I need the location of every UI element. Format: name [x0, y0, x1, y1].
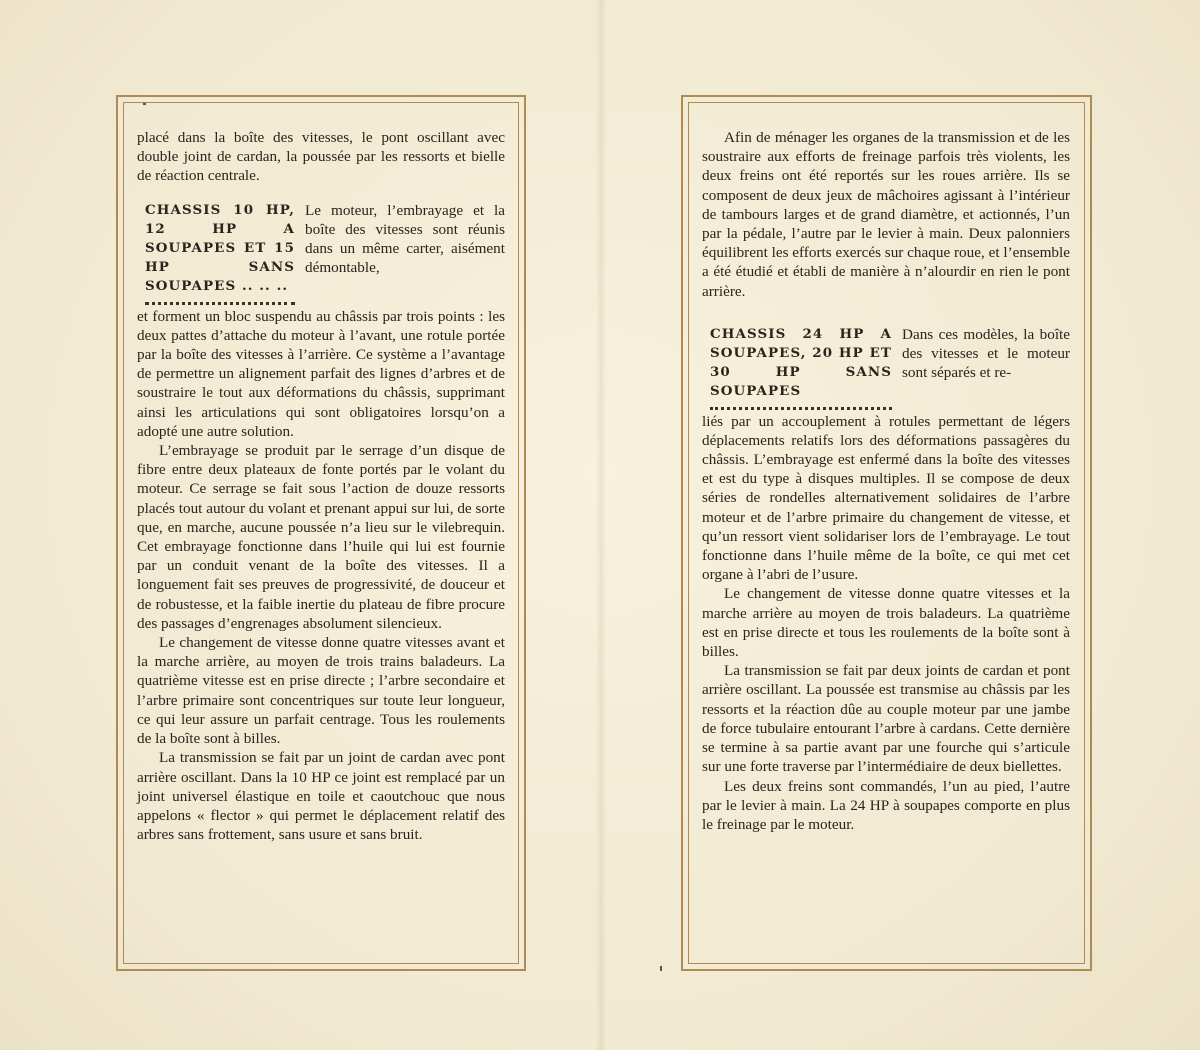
page-gutter — [596, 0, 606, 1050]
section-lead-text: Dans ces modèles, la boîte des vitesses et le moteur sont séparés et re- — [902, 325, 1070, 382]
paragraph: Le changement de vitesse donne quatre vitesses et la marche arrière au moyen de trois baladeurs. La quatrième est en prise directe et tous les roulements de la boîte sont à billes. — [702, 585, 1070, 661]
paragraph: Les deux freins sont commandés, l’un au pied, l’autre par le levier à main. La 24 HP à soupapes comporte en plus le freinage par le moteur. — [702, 777, 1070, 833]
right-page-text — [702, 128, 1070, 834]
paragraph: La transmission se fait par un joint de cardan avec pont arrière oscillant. Dans la 10 HP ce joint est remplacé par un joint universel élastique en toile et caoutchouc que nous appelons « flector » qui permet le déplacement relatif des arbres sans frottement, sans usure et sans bruit. — [137, 749, 505, 844]
paragraph: La transmission se fait par deux joints de cardan et pont arrière oscillant. La poussée est transmise au châssis par les ressorts et la réaction dûe au couple moteur par une jambe de force tubulaire entourant l’arbre à cardans. Cette dernière se termine à sa partie avant par une fourche qui s’articule sur une forte traverse par l’intermédiaire de deux biellettes. — [702, 662, 1070, 776]
section-heading: CHASSIS 10 HP, 12 HP A SOUPAPES ET 15 HP SANS SOUPAPES .. .. .. — [145, 201, 295, 305]
print-mark — [660, 966, 662, 971]
paragraph: L’embrayage se produit par le serrage d’un disque de fibre entre deux plateaux de fonte portés par le volant du moteur. Ce serrage se fait sous l’action de douze ressorts placés tout autour du volant et prenant appui sur lui, de sorte que, en marche, aucune poussée n’a lieu sur le vilebrequin. Cet embrayage fonctionne dans l’huile qui lui est fournie par un conduit venant de la boîte des vitesses. Il a longuement fait ses preuves de progressivité, de douceur et de robustesse, et la faible inertie du plateau de fibre procure des passages d’engrenages absolument silencieux. — [137, 442, 505, 632]
paragraph: liés par un accouplement à rotules permettant de légers déplacements relatifs lors des déformations passagères du châssis. L’embrayage est enfermé dans la boîte des vitesses et est du type à disques multiples. Il se compose de deux séries de rondelles alternativement solidaires de l’arbre moteur et de l’arbre primaire du changement de vitesse, et qu’un ressort vient solidariser lors de l’embrayage. Le tout fonctionne dans l’huile même de la boîte, ce qui met cet organe à l’abri de l’usure. — [702, 412, 1070, 584]
left-page-text — [137, 128, 505, 844]
section-lead-text: Le moteur, l’embrayage et la boîte des vitesses sont réunis dans un même carter, aisément démontable, — [305, 201, 505, 277]
chassis-24hp-section — [702, 325, 1070, 585]
paragraph: Le changement de vitesse donne quatre vitesses avant et la marche arrière, au moyen de trois trains baladeurs. La quatrième vitesse est en prise directe ; l’arbre secondaire et l’arbre primaire sont concentriques sur toute leur longueur, ce qui leur assure un parfait centrage. Tous les roulements de la boîte sont à billes. — [137, 634, 505, 748]
intro-paragraph: placé dans la boîte des vitesses, le pont oscillant avec double joint de cardan, la poussée par les ressorts et bielle de réaction centrale. — [137, 129, 505, 185]
print-mark — [143, 103, 146, 105]
chassis-10hp-section — [137, 201, 505, 441]
section-heading: CHASSIS 24 HP A SOUPAPES, 20 HP ET 30 HP SANS SOUPAPES — [710, 325, 892, 410]
paragraph: Afin de ménager les organes de la transmission et de les soustraire aux efforts de freinage parfois très violents, les deux freins ont été reportés sur les roues arrière. Ils se composent de deux jeux de mâchoires agissant à l’intérieur de tambours larges et de grand diamètre, et actionnés, l’un par la pédale, l’autre par le levier à main. Deux palonniers équilibrent les efforts exercés sur chaque roue, et l’ensemble a été étudié et établi de manière à n’alourdir en rien le pont arrière. — [702, 129, 1070, 300]
paragraph: et forment un bloc suspendu au châssis par trois points : les deux pattes d’attache du moteur à l’avant, une rotule portée par la boîte des vitesses à l’arrière. Ce système a l’avantage de permettre un alignement parfait des lignes d’arbres et de soustraire le tout aux déformations du châssis, supprimant ainsi les articulations qui sont obligatoires lorsqu’on a adopté une autre solution. — [137, 307, 505, 440]
